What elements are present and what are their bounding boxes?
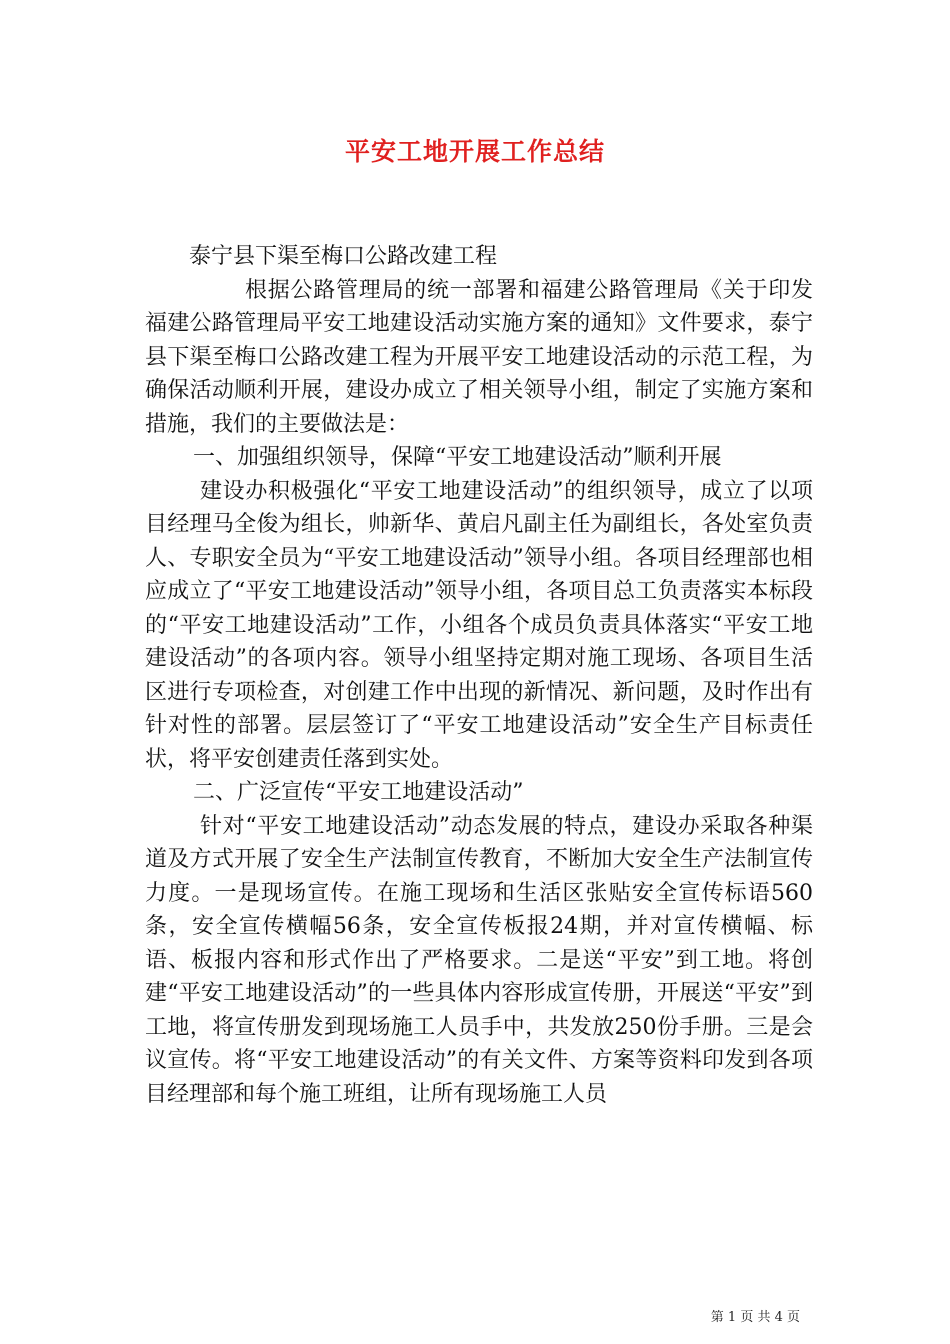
page-number: 第 1 页 共 4 页 — [710, 1310, 800, 1325]
section-paragraph-1: 建设办积极强化“平安工地建设活动”的组织领导，成立了以项目经理马全俊为组长，帅新华、黄启凡副主任为副组长，各处室负责人、专职安全员为“平安工地建设活动”领导小组。各项目经理部也相应成立了“平安工地建设活动”领导小组，各项目总工负责落实本标段的“平安工地建设活动”工作，小组各个成员负责具体落实“平安工地建设活动”的各项内容。领导小组坚持定期对施工现场、各项目生活区进行专项检查，对创建工作中出现的新情况、新问题，及时作出有针对性的部署。层层签订了“平安工地建设活动”安全生产目标责任状，将平安创建责任落到实处。 — [145, 478, 813, 772]
intro-paragraph: 根据公路管理局的统一部署和福建公路管理局《关于印发福建公路管理局平安工地建设活动实施方案的通知》文件要求，泰宁县下渠至梅口公路改建工程为开展平安工地建设活动的示范工程，为确保活动顺利开展，建设办成立了相关领导小组，制定了实施方案和措施，我们的主要做法是： — [145, 277, 813, 437]
section-paragraph-2: 针对“平安工地建设活动”动态发展的特点，建设办采取各种渠道及方式开展了安全生产法制宣传教育，不断加大安全生产法制宣传力度。一是现场宣传。在施工现场和生活区张贴安全宣传标语560条，安全宣传横幅56条，安全宣传板报24期，并对宣传横幅、标语、板报内容和形式作出了严格要求。二是送“平安”到工地。将创建“平安工地建设活动”的一些具体内容形成宣传册，开展送“平安”到工地，将宣传册发到现场施工人员手中，共发放250份手册。三是会议宣传。将“平安工地建设活动”的有关文件、方案等资料印发到各项目经理部和每个施工班组，让所有现场施工人员 — [145, 813, 813, 1107]
section-heading-2: 二、广泛宣传“平安工地建设活动” — [193, 780, 524, 805]
project-name: 泰宁县下渠至梅口公路改建工程 — [189, 244, 498, 269]
section-heading-1: 一、加强组织领导，保障“平安工地建设活动”顺利开展 — [193, 445, 722, 470]
document-body — [145, 240, 813, 1111]
document-title: 平安工地开展工作总结 — [344, 137, 605, 166]
